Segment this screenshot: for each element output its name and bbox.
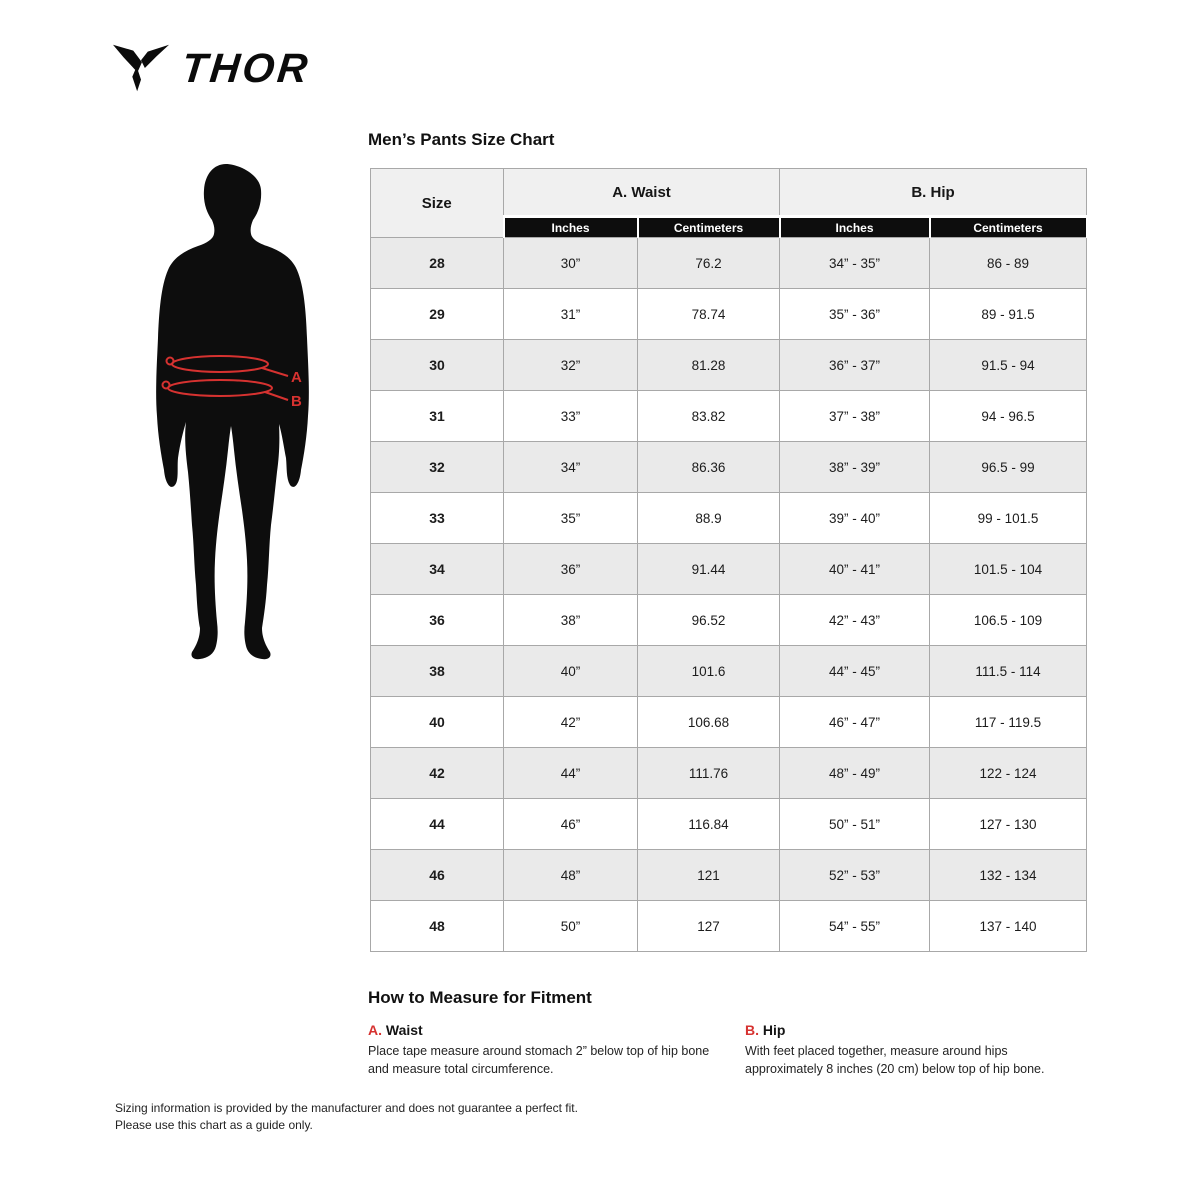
hip-inches-cell: 50” - 51” bbox=[780, 799, 930, 850]
hip-centimeters-cell: 122 - 124 bbox=[930, 748, 1087, 799]
hip-centimeters-cell: 137 - 140 bbox=[930, 901, 1087, 952]
table-row bbox=[371, 442, 1087, 493]
hip-inches-cell: 34” - 35” bbox=[780, 238, 930, 289]
howto-hip-block bbox=[745, 1022, 1085, 1078]
size-cell: 33 bbox=[371, 493, 504, 544]
waist-inches-cell: 33” bbox=[504, 391, 638, 442]
column-header-hip: B. Hip bbox=[780, 169, 1087, 217]
table-row bbox=[371, 544, 1087, 595]
size-cell: 38 bbox=[371, 646, 504, 697]
howto-waist-description: Place tape measure around stomach 2” below top of hip bone and measure total circumference. bbox=[368, 1044, 710, 1076]
howto-hip-description: With feet placed together, measure around hips approximately 8 inches (20 cm) below top of hip bone. bbox=[745, 1044, 1045, 1076]
hip-centimeters-cell: 86 - 89 bbox=[930, 238, 1087, 289]
waist-inches-cell: 38” bbox=[504, 595, 638, 646]
column-header-waist: A. Waist bbox=[504, 169, 780, 217]
table-row bbox=[371, 238, 1087, 289]
disclaimer-line2: Please use this chart as a guide only. bbox=[115, 1118, 313, 1133]
waist-inches-cell: 44” bbox=[504, 748, 638, 799]
howto-waist-heading bbox=[368, 1022, 728, 1038]
waist-centimeters-cell: 78.74 bbox=[638, 289, 780, 340]
hip-centimeters-cell: 106.5 - 109 bbox=[930, 595, 1087, 646]
measurement-figure bbox=[150, 160, 315, 665]
size-cell: 32 bbox=[371, 442, 504, 493]
waist-inches-cell: 30” bbox=[504, 238, 638, 289]
thor-horns-icon bbox=[112, 42, 170, 94]
table-row bbox=[371, 799, 1087, 850]
table-row bbox=[371, 748, 1087, 799]
hip-inches-cell: 37” - 38” bbox=[780, 391, 930, 442]
size-cell: 44 bbox=[371, 799, 504, 850]
waist-centimeters-cell: 81.28 bbox=[638, 340, 780, 391]
hip-centimeters-cell: 89 - 91.5 bbox=[930, 289, 1087, 340]
hip-inches-cell: 42” - 43” bbox=[780, 595, 930, 646]
hip-centimeters-cell: 99 - 101.5 bbox=[930, 493, 1087, 544]
waist-centimeters-cell: 111.76 bbox=[638, 748, 780, 799]
howto-hip-heading bbox=[745, 1022, 1085, 1038]
size-cell: 28 bbox=[371, 238, 504, 289]
size-chart-body bbox=[371, 238, 1087, 952]
waist-centimeters-cell: 96.52 bbox=[638, 595, 780, 646]
waist-inches-cell: 34” bbox=[504, 442, 638, 493]
size-chart-table bbox=[370, 168, 1088, 952]
table-row bbox=[371, 697, 1087, 748]
size-cell: 46 bbox=[371, 850, 504, 901]
size-cell: 29 bbox=[371, 289, 504, 340]
brand-logo bbox=[112, 42, 313, 94]
howto-waist-name: Waist bbox=[385, 1022, 423, 1038]
hip-centimeters-cell: 132 - 134 bbox=[930, 850, 1087, 901]
hip-label-b: B bbox=[291, 393, 302, 410]
howto-hip-letter: B. bbox=[745, 1022, 759, 1038]
waist-centimeters-cell: 101.6 bbox=[638, 646, 780, 697]
howto-waist-block bbox=[368, 1022, 728, 1078]
subheader-hip-inches: Inches bbox=[780, 217, 930, 238]
table-row bbox=[371, 646, 1087, 697]
hip-centimeters-cell: 127 - 130 bbox=[930, 799, 1087, 850]
table-row bbox=[371, 340, 1087, 391]
waist-centimeters-cell: 88.9 bbox=[638, 493, 780, 544]
hip-inches-cell: 46” - 47” bbox=[780, 697, 930, 748]
body-silhouette-graphic bbox=[150, 160, 315, 665]
waist-inches-cell: 31” bbox=[504, 289, 638, 340]
table-row bbox=[371, 595, 1087, 646]
waist-inches-cell: 46” bbox=[504, 799, 638, 850]
body-silhouette bbox=[156, 164, 309, 659]
waist-inches-cell: 36” bbox=[504, 544, 638, 595]
hip-inches-cell: 54” - 55” bbox=[780, 901, 930, 952]
table-row bbox=[371, 391, 1087, 442]
waist-inches-cell: 35” bbox=[504, 493, 638, 544]
size-cell: 42 bbox=[371, 748, 504, 799]
waist-centimeters-cell: 76.2 bbox=[638, 238, 780, 289]
page-title: Men’s Pants Size Chart bbox=[368, 130, 555, 149]
hip-centimeters-cell: 111.5 - 114 bbox=[930, 646, 1087, 697]
waist-inches-cell: 42” bbox=[504, 697, 638, 748]
subheader-waist-centimeters: Centimeters bbox=[638, 217, 780, 238]
waist-centimeters-cell: 83.82 bbox=[638, 391, 780, 442]
waist-inches-cell: 32” bbox=[504, 340, 638, 391]
waist-inches-cell: 50” bbox=[504, 901, 638, 952]
waist-inches-cell: 48” bbox=[504, 850, 638, 901]
hip-inches-cell: 52” - 53” bbox=[780, 850, 930, 901]
hip-inches-cell: 40” - 41” bbox=[780, 544, 930, 595]
howto-waist-letter: A. bbox=[368, 1022, 382, 1038]
hip-inches-cell: 38” - 39” bbox=[780, 442, 930, 493]
size-cell: 40 bbox=[371, 697, 504, 748]
table-row bbox=[371, 289, 1087, 340]
waist-centimeters-cell: 121 bbox=[638, 850, 780, 901]
hip-inches-cell: 35” - 36” bbox=[780, 289, 930, 340]
size-cell: 31 bbox=[371, 391, 504, 442]
column-header-size: Size bbox=[371, 169, 504, 238]
table-row bbox=[371, 850, 1087, 901]
waist-centimeters-cell: 127 bbox=[638, 901, 780, 952]
hip-inches-cell: 44” - 45” bbox=[780, 646, 930, 697]
table-row bbox=[371, 493, 1087, 544]
subheader-waist-inches: Inches bbox=[504, 217, 638, 238]
hip-centimeters-cell: 94 - 96.5 bbox=[930, 391, 1087, 442]
howto-hip-name: Hip bbox=[762, 1022, 786, 1038]
size-cell: 30 bbox=[371, 340, 504, 391]
waist-label-a: A bbox=[291, 369, 302, 386]
hip-inches-cell: 48” - 49” bbox=[780, 748, 930, 799]
hip-centimeters-cell: 96.5 - 99 bbox=[930, 442, 1087, 493]
waist-centimeters-cell: 86.36 bbox=[638, 442, 780, 493]
hip-inches-cell: 39” - 40” bbox=[780, 493, 930, 544]
size-cell: 48 bbox=[371, 901, 504, 952]
waist-inches-cell: 40” bbox=[504, 646, 638, 697]
size-cell: 36 bbox=[371, 595, 504, 646]
waist-centimeters-cell: 106.68 bbox=[638, 697, 780, 748]
subheader-hip-centimeters: Centimeters bbox=[930, 217, 1087, 238]
size-cell: 34 bbox=[371, 544, 504, 595]
brand-wordmark: THOR bbox=[179, 45, 313, 91]
hip-inches-cell: 36” - 37” bbox=[780, 340, 930, 391]
waist-centimeters-cell: 91.44 bbox=[638, 544, 780, 595]
disclaimer-line1: Sizing information is provided by the manufacturer and does not guarantee a perfect fit. bbox=[115, 1101, 578, 1115]
waist-centimeters-cell: 116.84 bbox=[638, 799, 780, 850]
hip-centimeters-cell: 91.5 - 94 bbox=[930, 340, 1087, 391]
table-row bbox=[371, 901, 1087, 952]
howto-title: How to Measure for Fitment bbox=[368, 988, 592, 1007]
hip-centimeters-cell: 117 - 119.5 bbox=[930, 697, 1087, 748]
disclaimer bbox=[115, 1100, 578, 1135]
hip-centimeters-cell: 101.5 - 104 bbox=[930, 544, 1087, 595]
